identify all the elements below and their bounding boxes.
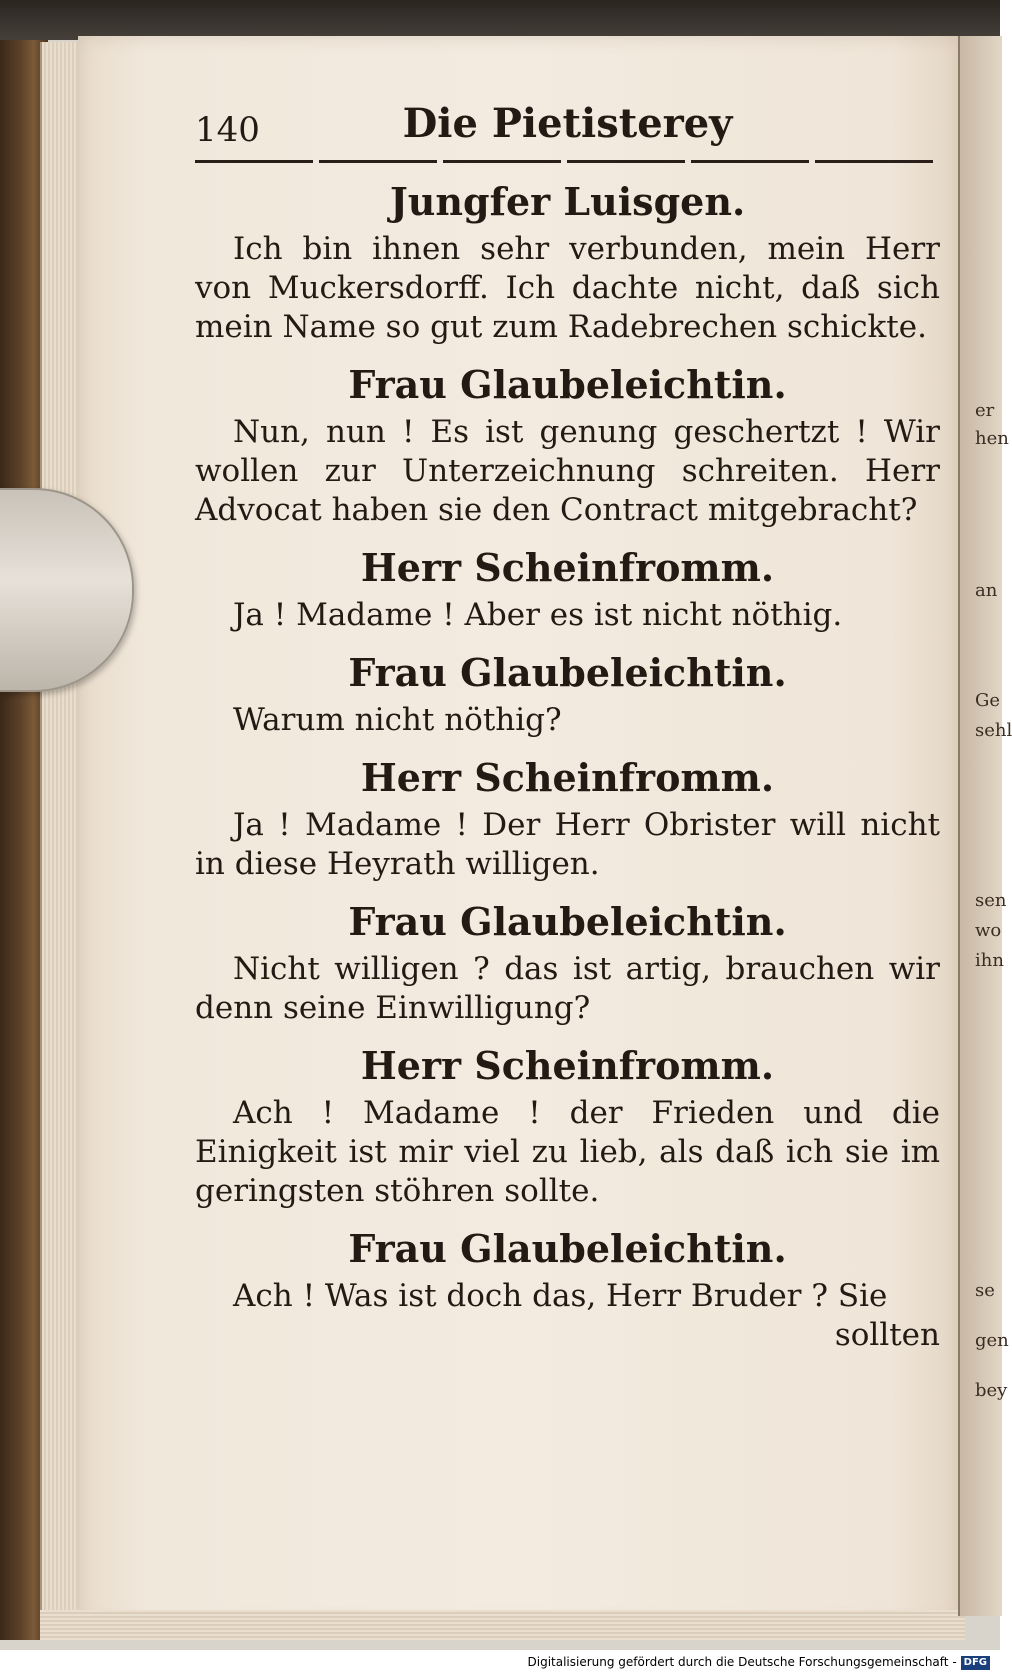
speech-text: Warum nicht nöthig? [233,702,562,738]
fragment-text: hen [975,428,1009,449]
fragment-text: sen [975,890,1007,911]
fragment-text: wo [975,920,1002,941]
speaker-name: Herr Scheinfromm. [360,1043,775,1088]
dialogue-block [195,649,940,740]
header-rule [195,160,935,163]
page-edges [40,42,82,1632]
digitization-footer [0,1650,990,1675]
fragment-text: er [975,400,995,421]
speech-text: Nicht willigen ? das ist artig, brauchen wir denn seine Einwilligung? [195,951,940,1026]
speaker-name: Jungfer Luisgen. [389,179,746,224]
facing-page-edge [958,36,1002,1616]
page-bottom-edges [40,1610,965,1640]
footer-text: Digitalisierung gefördert durch die Deutsche Forschungsgemeinschaft - [527,1655,957,1669]
fragment-text: Ge [975,690,1001,711]
fragment-text: ihn [975,950,1004,971]
book-cover-top [0,0,1000,40]
speaker-name: Frau Glaubeleichtin. [348,362,787,407]
dialogue-block [195,754,940,884]
dialogue-block [195,544,940,635]
speech-text: Ja ! Madame ! Der Herr Obrister will nicht in diese Heyrath willigen. [195,807,940,882]
speaker-name: Herr Scheinfromm. [360,545,775,590]
speech-text: Ja ! Madame ! Aber es ist nicht nöthig. [233,597,843,633]
fragment-text: an [975,580,998,601]
speech-text: Ach ! Was ist doch das, Herr Bruder ? Sie [233,1278,888,1314]
catchword: sollten [834,1317,940,1353]
speech-text: Nun, nun ! Es ist genung geschertzt ! Wir wollen zur Unterzeichnung schreiten. Herr Advocat haben sie den Contract mitgebracht? [195,414,940,528]
fragment-text: gen [975,1330,1009,1351]
page-header [195,100,940,164]
speaker-name: Frau Glaubeleichtin. [348,1226,787,1271]
dialogue-block [195,361,940,530]
speech-text: Ach ! Madame ! der Frieden und die Einigkeit ist mir viel zu lieb, als daß ich sie im geringsten stöhren sollte. [195,1095,940,1209]
running-title: Die Pietisterey [402,100,733,147]
speaker-name: Herr Scheinfromm. [360,755,775,800]
dialogue-block [195,898,940,1028]
dfg-logo: DFG [961,1656,990,1670]
page-number: 140 [195,110,260,150]
fragment-text: bey [975,1380,1008,1401]
speech-text: Ich bin ihnen sehr verbunden, mein Herr von Muckersdorff. Ich dachte nicht, daß sich mein Name so gut zum Radebrechen schickte. [195,231,940,345]
page-text [195,100,940,1355]
fragment-text: se [975,1280,995,1301]
dialogue-block [195,178,940,347]
fragment-text: sehl [975,720,1012,741]
speaker-name: Frau Glaubeleichtin. [348,650,787,695]
dialogue-block [195,1225,940,1316]
dialogue-block [195,1042,940,1211]
speaker-name: Frau Glaubeleichtin. [348,899,787,944]
